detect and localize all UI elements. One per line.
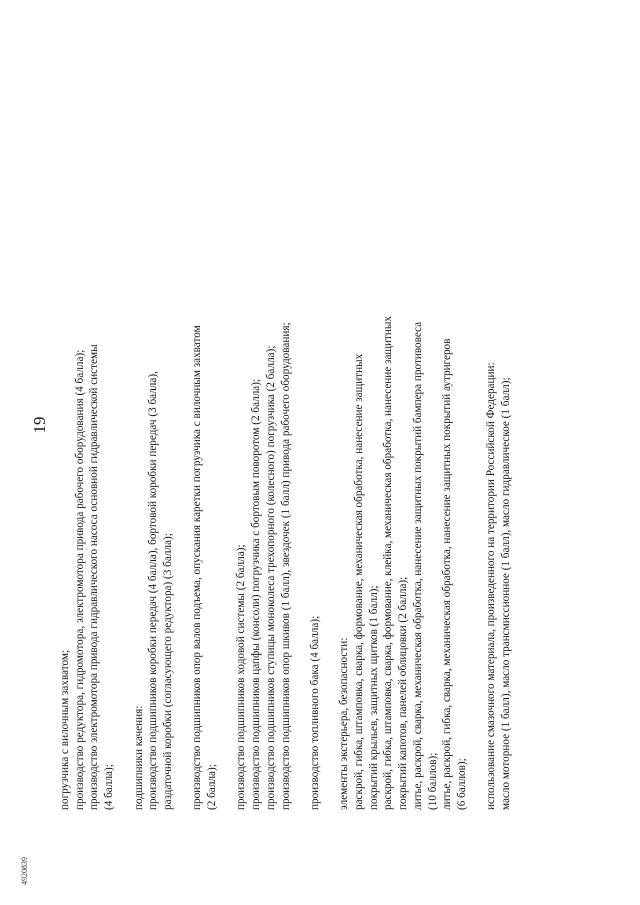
text-line: покрытий крыльев, защитных щитков (1 балл); [367,585,380,810]
rotated-document-page [30,35,550,835]
text-line: производство подшипников ступицы моноколеса трехопорного (колесного) погрузчика (2 балла); [264,345,277,810]
text-line: производство подшипников цапфы (консоли) погрузчика с бортовым поворотом (2 балла); [250,378,263,810]
text-line: погрузчика с вилочным захватом; [59,649,71,810]
text-line: (2 балла); [206,764,218,810]
text-line: производство топливного бака (4 балла); [308,615,321,810]
paragraph [190,35,219,810]
paragraph [234,35,293,810]
paragraph [132,35,176,810]
text-line: подшипники качения: [132,705,145,810]
text-line: раскрой, гибка, штамповка, сварка, формование, механическая обработка, нанесение защитных [352,353,365,810]
text-line: раздаточной коробки (согласующего редуктора) (3 балла); [161,533,174,810]
text-line: раскрой, гибка, штамповка, сварка, формование, клейка, механическая обработка, нанесение защитных [382,315,395,810]
text-line: использование смазочного материала, произведенного на территории Российской Федерации: [485,362,498,810]
document-body [58,35,528,810]
page-number: 19 [30,416,49,434]
text-line: покрытий капотов, панелей облицовки (2 балла); [397,576,410,810]
text-line: производство подшипников ходовой системы (2 балла); [235,544,248,810]
text-line: производство редуктора, гидромотора, электромотора привода рабочего оборудования (4 балла); [73,349,86,810]
text-line: элементы экстерьера, безопасности: [338,637,351,810]
text-line: литье, раскрой, гибка, сварка, механическая обработка, нанесение защитных покрытий аутригеров [441,338,454,810]
document-code: 4920839 [20,857,29,885]
text-line: масло моторное (1 балл), масло трансмиссионное (1 балл), масло гидравлическое (1 балл); [500,377,512,810]
text-line: (10 баллов); [426,752,439,810]
text-line: (6 баллов); [455,758,468,810]
text-line: литье, раскрой, сварка, механическая обработка, нанесение защитных покрытий бампера противовеса [411,321,424,810]
text-line: производство подшипников опор шкивов (1 балл), звездочек (1 балл) привода рабочего оборудования; [279,322,292,810]
paragraph [308,35,323,810]
text-line: производство подшипников коробки передач (4 балла), бортовой коробки передач (3 балла), [147,371,160,810]
text-line: (4 балла); [103,764,116,810]
paragraph [337,35,469,810]
paragraph [58,35,117,810]
text-line: производство подшипников опор валов подъема, опускания каретки погрузчика с вилочным захватом [191,325,204,810]
paragraph [484,35,513,810]
text-line: производство электромотора привода гидравлического насоса основной гидравлической системы [88,344,101,810]
